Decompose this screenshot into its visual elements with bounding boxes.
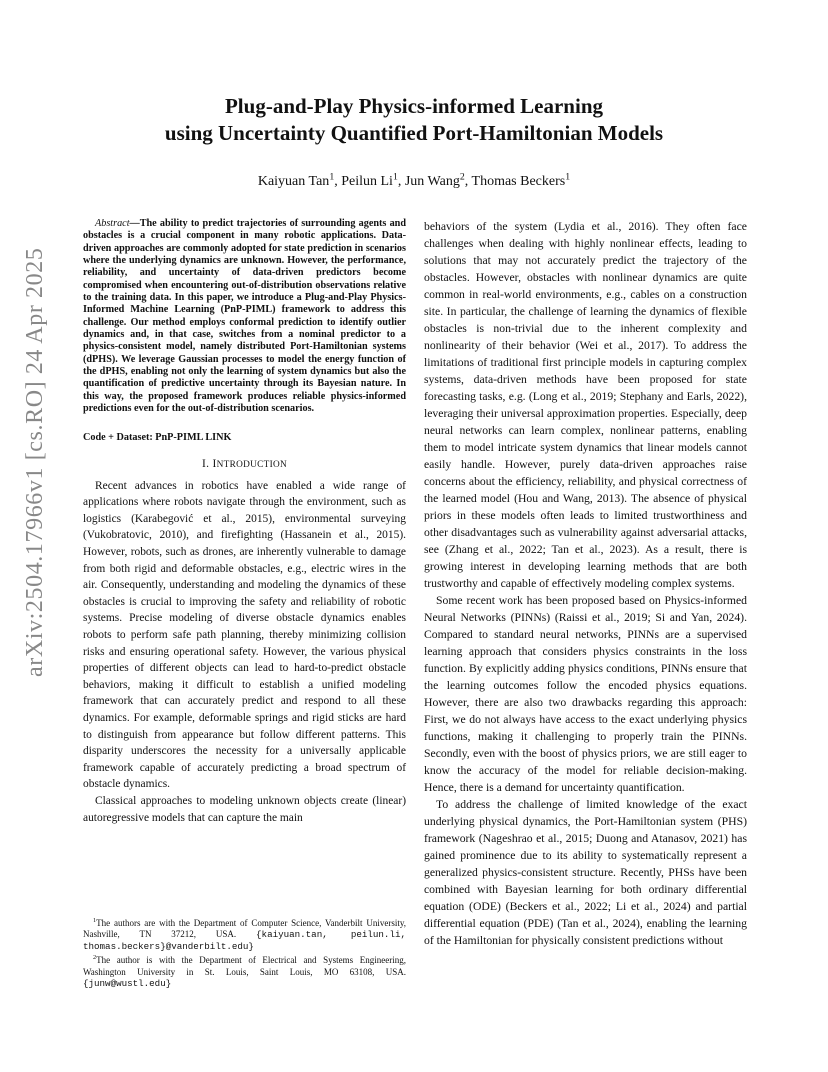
footnote-1: $^1$The authors are with the Department of Computer Science, Vanderbilt University, Nashville, TN 37212, USA. {kaiyuan.tan, peilun.li, thomas.beckers}@vanderbilt.edu} [83, 917, 406, 952]
abstract-body: The ability to predict trajectories of surrounding agents and obstacles is a crucial component in many robotic applications. Data-driven approaches are commonly adopted for state prediction in scenarios where the underlying dynamics are unknown. However, the performance, reliability, and uncertainty of data-driven predictors become compromised when encountering out-of-distribution observations relative to the training data. In this paper, we introduce a Plug-and-Play Physics-Informed Machine Learning (PnP-PIML) framework to address this challenge. Our method employs conformal prediction to identify outlier dynamics and, in that case, switches from a nominal predictor to a physics-consistent model, namely distributed Port-Hamiltonian systems (dPHS). We leverage Gaussian processes to model the energy function of the dPHS, enabling not only the learning of system dynamics but also the quantification of predictive uncertainty through its Bayesian nature. In this way, the proposed framework produces reliable physics-informed predictions even for the out-of-distribution scenarios. [83, 218, 406, 415]
author: Jun Wang$^2$, [404, 171, 472, 189]
title-line-2: using Uncertainty Quantified Port-Hamiltonian Models [164, 121, 664, 145]
author: Kaiyuan Tan$^1$, [257, 171, 342, 189]
arxiv-stamp: arXiv:2504.17966v1 [cs.RO] 24 Apr 2025 [22, 247, 48, 677]
body-paragraph: To address the challenge of limited knowledge of the exact underlying physical dynamics, the Port-Hamiltonian system (PHS) framework (Nageshrao et al., 2015; Duong and Atanasov, 2021) has gained prominence due to its ability to systematically represent a generalized physics-consistent structure. Recently, PHSs have been combined with Bayesian learning for both ordinary differential equation (ODE) (Beckers et al., 2022; Li et al., 2024) and partial differential equation (PDE) (Tan et al., 2024), enabling the learning of the Hamiltonian for physically consistent predictions without [424, 798, 747, 947]
section-heading: I. INTRODUCTION [201, 458, 288, 471]
email-link[interactable]: {junw@wustl.edu} [83, 978, 172, 990]
abstract: Abstract—The ability to predict trajectories of surrounding agents and obstacles is a crucial component in many robotic applications. Data-driven approaches are commonly adopted for state prediction in scenarios where the underlying dynamics are unknown. However, the performance, reliability, and uncertainty of data-driven predictors become compromised when encountering out-of-distribution observations relative to the training data. In this paper, we introduce a Plug-and-Play Physics-Informed Machine Learning (PnP-PIML) framework to address this challenge. Our method employs conformal prediction to identify outlier dynamics and, in that case, switches from a nominal predictor to a physics-consistent model, namely distributed Port-Hamiltonian systems (dPHS). We leverage Gaussian processes to model the energy function of the dPHS, enabling not only the learning of system dynamics but also the quantification of predictive uncertainty through its Bayesian nature. In this way, the proposed framework produces reliable physics-informed predictions even for the out-of-distribution scenarios. [83, 218, 406, 415]
author: Peilun Li$^1$, [341, 171, 405, 189]
footnotes [83, 915, 406, 989]
body-paragraph: behaviors of the system (Lydia et al., 2016). They often face challenges when dealing with highly nonlinear effects, leading to solutions that may not accurately predict the trajectory of the obstacles. However, obstacles with nonlinear dynamics are quite common in real-world environments, e.g., cables on a construction site. In particular, the challenge of learning the dynamics of flexible obstacles is non-trivial due to the inherent complexity and nonlinearity of their behavior (Wei et al., 2017). To address the limitations of traditional first principle models in capturing complex systems, data-driven methods have been proposed for state forecasting tasks, e.g. (Long et al., 2019; Stephany and Earls, 2022), leveraging their universal approximation properties. Especially, deep neural networks can learn complex, nonlinear patterns, enabling them to model intricate system dynamics that linear models cannot easily handle. However, purely data-driven approaches raise concerns about the efficiency, reliability, and physical correctness of the learned model (Hou and Wang, 2013). The absence of physical priors in these models often leads to limited trustworthiness and other disadvantages such as vulnerability against adversarial attacks, see (Zhang et al., 2022; Tan et al., 2023). As a result, there is growing interest in developing learning methods that are both trustworthy and capable of effectively modeling complex systems. [424, 220, 747, 590]
paper-title [0, 93, 828, 147]
email-link[interactable]: {kaiyuan.tan, peilun.li, thomas.beckers}@vanderbilt.edu} [83, 929, 406, 952]
author: Thomas Beckers$^1$ [471, 171, 571, 189]
footnote-2: $^2$The author is with the Department of Electrical and Systems Engineering, Washington University in St. Louis, Saint Louis, MO 63108, USA. {junw@wustl.edu} [83, 954, 406, 990]
author-list [0, 171, 828, 190]
intro-paragraph: Classical approaches to modeling unknown objects create (linear) autoregressive models that can capture the main [83, 794, 406, 824]
body-paragraph: Some recent work has been proposed based on Physics-informed Neural Networks (PINNs) (Raissi et al., 2019; Si and Yan, 2024). Compared to standard neural networks, PINNs are a supervised learning approach that considers physics constraints in the loss function. By explicitly adding physics conditions, PINNs ensure that the learning outcomes follow the encoded physics equations. However, there are also two drawbacks regarding this approach: First, we do not always have access to the exact underlying physics functions, making it challenging to properly train the PINNs. Secondly, even with the boost of physics priors, we are still eager to know the accuracy of the model for reliable decision-making. Hence, there is a demand for uncertainty quantification. [424, 594, 747, 794]
intro-paragraph: Recent advances in robotics have enabled a wide range of applications where robots navigate through the environment, such as logistics (Karabegović et al., 2015), environmental surveying (Vukobratovic, 2010), and firefighting (Hassanein et al., 2015). However, robots, such as drones, are inherently vulnerable to damage from both rigid and deformable obstacles, e.g., electric wires in the air. Consequently, understanding and modeling the dynamics of these obstacles is crucial to improving the safety and reliability of robotic systems. Precise modeling of diverse obstacle dynamics enables robots to perform safe path planning, thereby minimizing collision risks and ensuring operational safety. However, the various physical properties of different objects can lead to hard-to-predict obstacle behaviors, making it difficult to establish a unified modeling framework that can accurately predict and respond to all these dynamics. For example, deformable springs and rigid sticks are hard to distinguish from appearance but follow different patterns. This disparity underscores the necessity for a universally applicable framework capable of accurately predicting a broad spectrum of obstacle dynamics. [83, 479, 406, 791]
left-column [83, 218, 406, 826]
title-line-1: Plug-and-Play Physics-informed Learning [224, 94, 603, 118]
abstract-label: Abstract [95, 218, 130, 229]
right-column [424, 218, 747, 949]
code-link[interactable]: Code + Dataset: PnP-PIML LINK [83, 431, 232, 443]
